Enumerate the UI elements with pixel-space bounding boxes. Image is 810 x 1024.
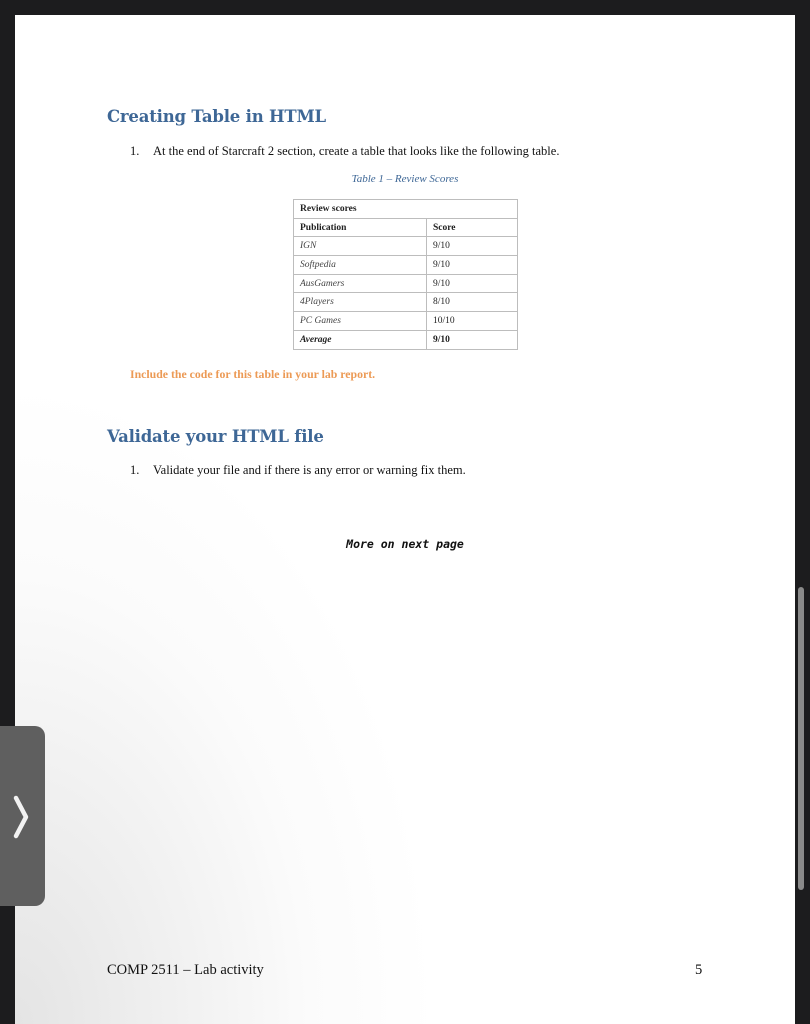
- cell-average-score: 9/10: [427, 330, 518, 349]
- table-row: [294, 237, 518, 256]
- cell-publication: PC Games: [294, 312, 427, 331]
- list-item-create-table: [130, 144, 559, 159]
- table-title: Review scores: [294, 200, 518, 219]
- list-number: 1.: [130, 144, 140, 158]
- table-row: [294, 312, 518, 331]
- cell-average-label: Average: [294, 330, 427, 349]
- sidebar-toggle-button[interactable]: [0, 726, 45, 906]
- cell-publication: AusGamers: [294, 274, 427, 293]
- list-number: 1.: [130, 463, 140, 477]
- table-row: [294, 293, 518, 312]
- document-page: [15, 15, 795, 1024]
- cell-score: 9/10: [427, 237, 518, 256]
- cell-score: 9/10: [427, 256, 518, 275]
- section-heading-validate: Validate your HTML file: [107, 427, 324, 446]
- table-header-row: [294, 218, 518, 237]
- table-caption: Table 1 – Review Scores: [351, 173, 459, 185]
- scrollbar-thumb[interactable]: [798, 587, 804, 890]
- list-text: At the end of Starcraft 2 section, create a table that looks like the following table.: [153, 144, 560, 158]
- review-scores-table: [293, 199, 518, 350]
- table-row: [294, 256, 518, 275]
- more-on-next-page: More on next page: [346, 537, 464, 551]
- page-footer-title: COMP 2511 – Lab activity: [107, 962, 264, 978]
- cell-score: 9/10: [427, 274, 518, 293]
- chevron-right-icon: [12, 794, 32, 840]
- header-publication: Publication: [294, 218, 427, 237]
- section-heading-creating-table: Creating Table in HTML: [107, 107, 326, 126]
- table-title-row: [294, 200, 518, 219]
- table-footer-row: [294, 330, 518, 349]
- lab-report-note: Include the code for this table in your lab report.: [130, 367, 376, 381]
- list-item-validate: [130, 463, 466, 478]
- page-number: 5: [695, 962, 703, 978]
- table-row: [294, 274, 518, 293]
- cell-score: 10/10: [427, 312, 518, 331]
- list-text: Validate your file and if there is any error or warning fix them.: [153, 463, 466, 477]
- header-score: Score: [427, 218, 518, 237]
- cell-publication: Softpedia: [294, 256, 427, 275]
- cell-publication: 4Players: [294, 293, 427, 312]
- cell-score: 8/10: [427, 293, 518, 312]
- cell-publication: IGN: [294, 237, 427, 256]
